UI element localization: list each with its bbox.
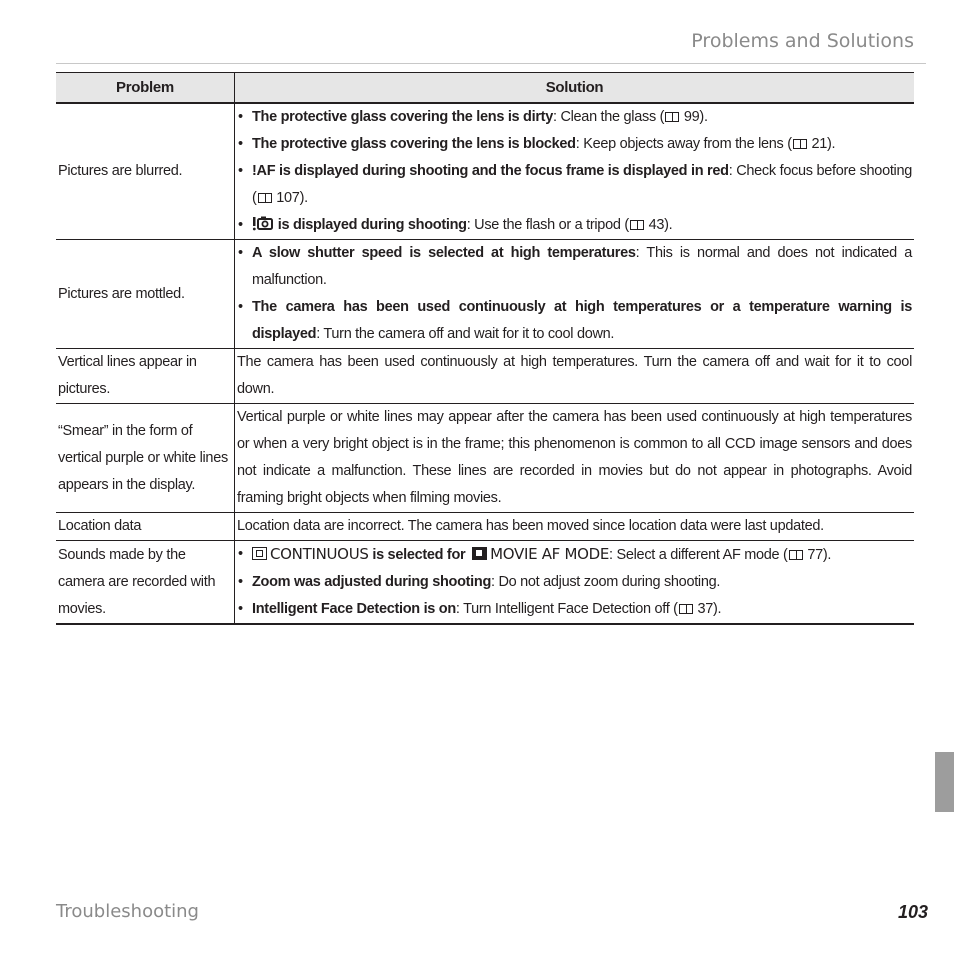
solution-cell: The camera has been used continuously at high temperatures. Turn the camera off and wait for it to cool down. (235, 349, 915, 404)
manual-reference-icon (258, 193, 272, 203)
table-row (56, 240, 914, 349)
problem-cell: Vertical lines appear in pictures. (56, 349, 235, 404)
solution-column-header: Solution (235, 73, 915, 104)
problem-cell: Pictures are blurred. (56, 103, 235, 240)
manual-reference-icon (789, 550, 803, 560)
problem-cell: “Smear” in the form of vertical purple or white lines appears in the display. (56, 404, 235, 513)
manual-reference-icon (679, 604, 693, 614)
table-row (56, 541, 914, 625)
problem-cell: Pictures are mottled. (56, 240, 235, 349)
continuous-af-icon (252, 547, 267, 560)
table-row (56, 404, 914, 513)
list-item: • The protective glass covering the lens is blocked: Keep objects away from the lens ( 21). (237, 131, 912, 158)
list-item: • Zoom was adjusted during shooting: Do not adjust zoom during shooting. (237, 569, 912, 596)
movie-mode-icon (472, 547, 487, 560)
problem-cell: Location data (56, 513, 235, 541)
list-item: • The protective glass covering the lens is dirty: Clean the glass ( 99). (237, 104, 912, 131)
manual-reference-icon (665, 112, 679, 122)
manual-reference-icon (793, 139, 807, 149)
list-item: • Intelligent Face Detection is on: Turn Intelligent Face Detection off ( 37). (237, 596, 912, 623)
list-item: • is displayed during shooting: Use the flash or a tripod ( 43). (237, 212, 912, 239)
manual-reference-icon (630, 220, 644, 230)
problem-cell: Sounds made by the camera are recorded with movies. (56, 541, 235, 625)
solution-cell (235, 240, 915, 349)
table-header-row (56, 73, 914, 104)
solution-cell: Vertical purple or white lines may appear after the camera has been used continuously at high temperatures or when a very bright object is in the frame; this phenomenon is common to all CCD image sensors and does not indicate a malfunction. These lines are recorded in movies but do not appear in photographs. Avoid framing bright objects when filming movies. (235, 404, 915, 513)
table-row (56, 103, 914, 240)
solution-cell (235, 541, 915, 625)
header-divider (56, 63, 926, 64)
chapter-tab-marker (935, 752, 954, 812)
page-header-title: Problems and Solutions (691, 30, 914, 52)
list-item: • CONTINUOUS is selected for MOVIE AF MODE: Select a different AF mode ( 77). (237, 541, 912, 569)
table-row (56, 513, 914, 541)
footer-section-title: Troubleshooting (56, 901, 199, 922)
table-row (56, 349, 914, 404)
list-item: • The camera has been used continuously at high temperatures or a temperature warning is displayed: Turn the camera off and wait for it to cool down. (237, 294, 912, 348)
solution-cell (235, 103, 915, 240)
list-item: • !AF is displayed during shooting and the focus frame is displayed in red: Check focus before shooting ( 107). (237, 158, 912, 212)
list-item: • A slow shutter speed is selected at high temperatures: This is normal and does not indicated a malfunction. (237, 240, 912, 294)
troubleshooting-table (56, 72, 914, 625)
page-number: 103 (897, 902, 928, 922)
focus-warning-icon: ! (252, 163, 257, 179)
solution-cell: Location data are incorrect. The camera has been moved since location data were last updated. (235, 513, 915, 541)
camera-shake-warning-icon (252, 215, 274, 231)
problem-column-header: Problem (56, 73, 235, 104)
